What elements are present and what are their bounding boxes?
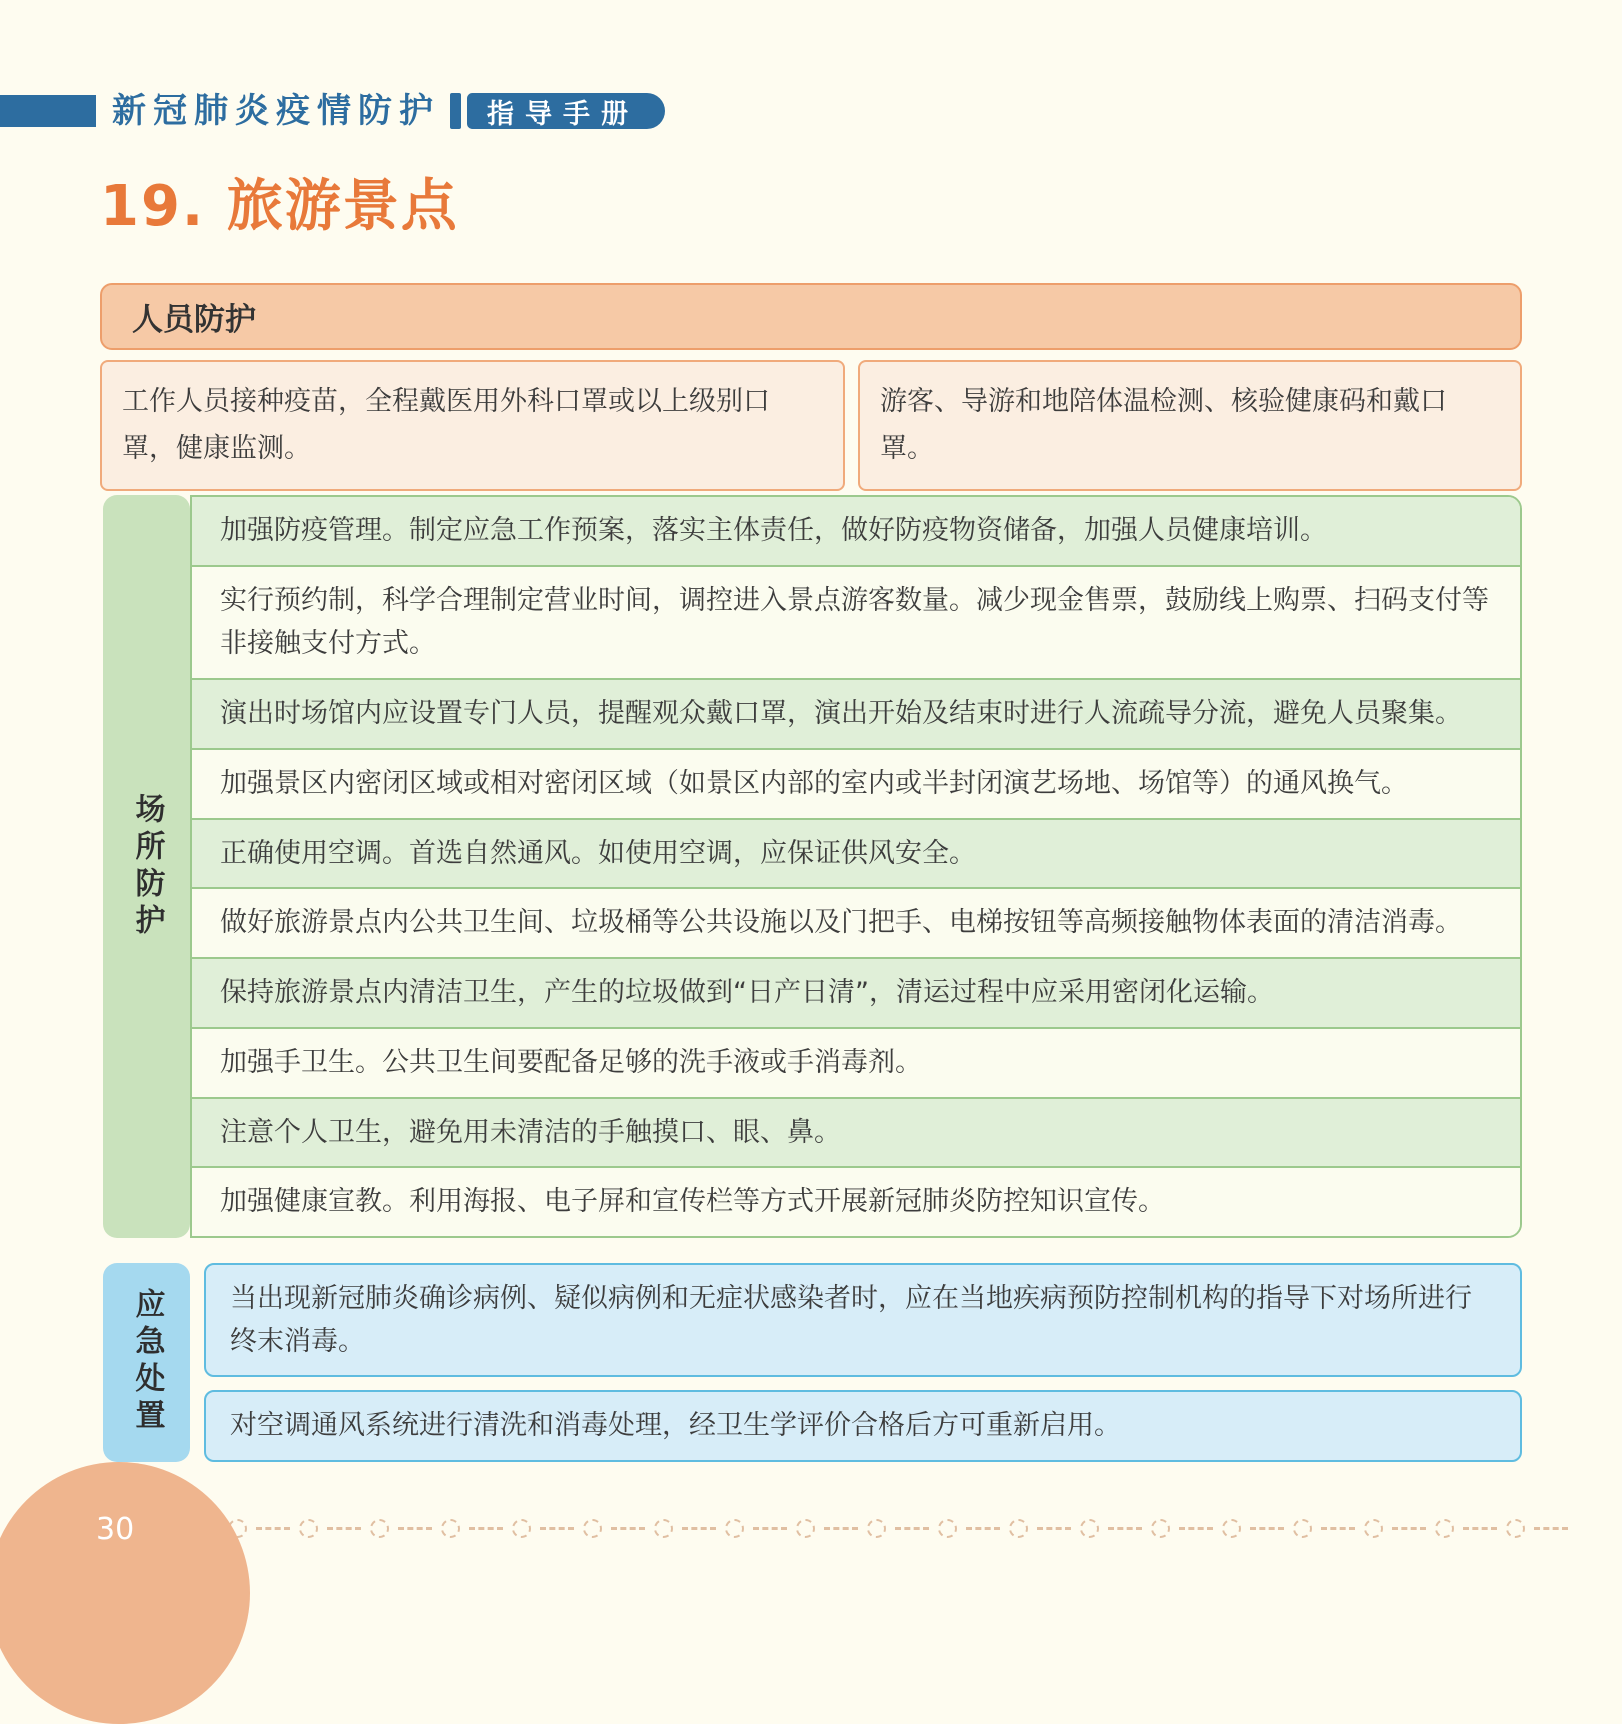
dot-dash-line (682, 1527, 716, 1530)
emergency-sidebar-label (103, 1263, 190, 1462)
dot-dash-line (1392, 1527, 1426, 1530)
dot-dash-line (1321, 1527, 1355, 1530)
page-number-circle (0, 1462, 250, 1724)
dot-dash-line (1250, 1527, 1284, 1530)
header-accent-bar (0, 95, 96, 127)
dot-ring-icon (1435, 1519, 1454, 1538)
dot-dash-line (895, 1527, 929, 1530)
dot-ring-icon (583, 1519, 602, 1538)
dot-dash-line (966, 1527, 1000, 1530)
page-number: 30 (96, 1512, 135, 1547)
dot-dash-line (256, 1527, 290, 1530)
emergency-card: 对空调通风系统进行清洗和消毒处理，经卫生学评价合格后方可重新启用。 (204, 1390, 1522, 1461)
emergency-sidebar-text: 应急处置 (129, 1288, 165, 1437)
dot-dash-line (540, 1527, 574, 1530)
emergency-section (103, 1263, 1522, 1462)
dot-ring-icon (1506, 1519, 1525, 1538)
badge-tick-bar (450, 93, 461, 129)
venue-row: 做好旅游景点内公共卫生间、垃圾桶等公共设施以及门把手、电梯按钮等高频接触物体表面的清洁消毒。 (192, 889, 1520, 959)
dot-ring-icon (654, 1519, 673, 1538)
venue-section (103, 495, 1522, 1238)
venue-row: 保持旅游景点内清洁卫生，产生的垃圾做到“日产日清”，清运过程中应采用密闭化运输。 (192, 959, 1520, 1029)
venue-row: 加强景区内密闭区域或相对密闭区域（如景区内部的室内或半封闭演艺场地、场馆等）的通风换气。 (192, 750, 1520, 820)
venue-sidebar-text: 场所防护 (129, 792, 165, 941)
dot-dash-line (1108, 1527, 1142, 1530)
doc-header (0, 93, 665, 129)
series-title: 新冠肺炎疫情防护 (112, 91, 440, 131)
dot-ring-icon (1364, 1519, 1383, 1538)
personnel-card-staff-text: 工作人员接种疫苗，全程戴医用外科口罩或以上级别口罩，健康监测。 (122, 386, 770, 465)
dot-ring-icon (1151, 1519, 1170, 1538)
personnel-heading: 人员防护 (100, 283, 1522, 350)
emergency-rows (204, 1263, 1522, 1462)
personnel-card-visitors-text: 游客、导游和地陪体温检测、核验健康码和戴口罩。 (880, 386, 1447, 465)
personnel-section (100, 283, 1522, 491)
dot-ring-icon (796, 1519, 815, 1538)
dot-dash-line (1037, 1527, 1071, 1530)
personnel-card-staff (100, 360, 845, 491)
dot-ring-icon (938, 1519, 957, 1538)
dot-ring-icon (725, 1519, 744, 1538)
badge-label: 指导手册 (467, 93, 665, 129)
personnel-card-visitors (858, 360, 1522, 491)
venue-row: 实行预约制，科学合理制定营业时间，调控进入景点游客数量。减少现金售票，鼓励线上购票、扫码支付等非接触支付方式。 (192, 567, 1520, 680)
venue-row: 演出时场馆内应设置专门人员，提醒观众戴口罩，演出开始及结束时进行人流疏导分流，避免人员聚集。 (192, 680, 1520, 750)
dot-dash-line (753, 1527, 787, 1530)
venue-row: 注意个人卫生，避免用未清洁的手触摸口、眼、鼻。 (192, 1099, 1520, 1169)
dot-ring-icon (370, 1519, 389, 1538)
dot-ring-icon (1080, 1519, 1099, 1538)
dot-dash-line (1463, 1527, 1497, 1530)
footer-dots-decoration (228, 1513, 1572, 1543)
dot-dash-line (327, 1527, 361, 1530)
venue-sidebar-label (103, 495, 190, 1238)
dot-dash-line (611, 1527, 645, 1530)
personnel-cards (100, 360, 1522, 491)
dot-ring-icon (1293, 1519, 1312, 1538)
venue-rows (190, 495, 1522, 1238)
manual-badge (450, 93, 665, 129)
dot-ring-icon (1009, 1519, 1028, 1538)
dot-dash-line (824, 1527, 858, 1530)
dot-dash-line (469, 1527, 503, 1530)
dot-dash-line (398, 1527, 432, 1530)
emergency-card: 当出现新冠肺炎确诊病例、疑似病例和无症状感染者时，应在当地疾病预防控制机构的指导下对场所进行终末消毒。 (204, 1263, 1522, 1377)
page-title: 19. 旅游景点 (100, 174, 459, 239)
dot-ring-icon (1222, 1519, 1241, 1538)
dot-ring-icon (512, 1519, 531, 1538)
dot-dash-line (1179, 1527, 1213, 1530)
venue-row: 正确使用空调。首选自然通风。如使用空调，应保证供风安全。 (192, 820, 1520, 890)
dot-dash-line (1534, 1527, 1568, 1530)
venue-row: 加强手卫生。公共卫生间要配备足够的洗手液或手消毒剂。 (192, 1029, 1520, 1099)
venue-row: 加强健康宣教。利用海报、电子屏和宣传栏等方式开展新冠肺炎防控知识宣传。 (192, 1168, 1520, 1236)
venue-row: 加强防疫管理。制定应急工作预案，落实主体责任，做好防疫物资储备，加强人员健康培训。 (192, 497, 1520, 567)
dot-ring-icon (867, 1519, 886, 1538)
dot-ring-icon (441, 1519, 460, 1538)
dot-ring-icon (299, 1519, 318, 1538)
